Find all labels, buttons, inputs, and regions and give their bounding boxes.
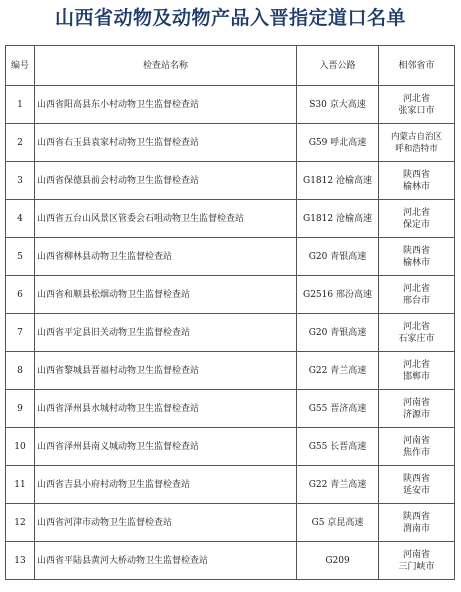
neighbor-region bbox=[379, 314, 455, 352]
checkpoint-name: 山西省吉县小府村动物卫生监督检查站 bbox=[35, 466, 297, 504]
neighbor-city: 邯郸市 bbox=[402, 371, 430, 382]
neighbor-province: 陕西省 bbox=[402, 245, 430, 256]
row-number: 4 bbox=[6, 200, 35, 238]
table-row bbox=[6, 86, 455, 124]
highway: G20 青银高速 bbox=[297, 314, 379, 352]
neighbor-province: 河北省 bbox=[402, 321, 430, 332]
neighbor-city: 焦作市 bbox=[402, 447, 430, 458]
neighbor-city: 张家口市 bbox=[398, 105, 435, 116]
neighbor-city: 榆林市 bbox=[402, 257, 430, 268]
row-number: 8 bbox=[6, 352, 35, 390]
neighbor-province: 河南省 bbox=[402, 549, 430, 560]
highway: G59 呼北高速 bbox=[297, 124, 379, 162]
neighbor-region bbox=[379, 542, 455, 580]
neighbor-region bbox=[379, 124, 455, 162]
neighbor-city: 三门峡市 bbox=[398, 561, 435, 572]
highway: G55 长晋高速 bbox=[297, 428, 379, 466]
neighbor-region bbox=[379, 504, 455, 542]
checkpoint-name: 山西省河津市动物卫生监督检查站 bbox=[35, 504, 297, 542]
neighbor-region bbox=[379, 276, 455, 314]
checkpoint-name: 山西省平定县旧关动物卫生监督检查站 bbox=[35, 314, 297, 352]
checkpoint-name: 山西省五台山风景区管委会石咀动物卫生监督检查站 bbox=[35, 200, 297, 238]
neighbor-province: 河南省 bbox=[402, 397, 430, 408]
neighbor-region bbox=[379, 162, 455, 200]
neighbor-city: 保定市 bbox=[402, 219, 430, 230]
highway: G1812 沧榆高速 bbox=[297, 162, 379, 200]
row-number: 12 bbox=[6, 504, 35, 542]
checkpoint-name: 山西省右玉县袁家村动物卫生监督检查站 bbox=[35, 124, 297, 162]
table-row bbox=[6, 542, 455, 580]
neighbor-province: 河南省 bbox=[402, 435, 430, 446]
neighbor-province: 陕西省 bbox=[402, 169, 430, 180]
row-number: 3 bbox=[6, 162, 35, 200]
neighbor-city: 延安市 bbox=[402, 485, 430, 496]
checkpoint-name: 山西省泽州县水城村动物卫生监督检查站 bbox=[35, 390, 297, 428]
highway: G20 青银高速 bbox=[297, 238, 379, 276]
neighbor-province: 河北省 bbox=[402, 359, 430, 370]
table-body bbox=[6, 86, 455, 580]
neighbor-city: 呼和浩特市 bbox=[395, 143, 438, 154]
neighbor-province: 河北省 bbox=[402, 207, 430, 218]
highway: G22 青兰高速 bbox=[297, 466, 379, 504]
page-title: 山西省动物及动物产品入晋指定道口名单 bbox=[54, 7, 406, 29]
header-row bbox=[6, 46, 455, 86]
row-number: 2 bbox=[6, 124, 35, 162]
highway: G2516 邢汾高速 bbox=[297, 276, 379, 314]
table-row bbox=[6, 504, 455, 542]
table-row bbox=[6, 124, 455, 162]
highway: G5 京昆高速 bbox=[297, 504, 379, 542]
table-row bbox=[6, 466, 455, 504]
neighbor-province: 陕西省 bbox=[402, 511, 430, 522]
table-row bbox=[6, 276, 455, 314]
table-row bbox=[6, 162, 455, 200]
row-number: 9 bbox=[6, 390, 35, 428]
checkpoint-name: 山西省黎城县晋福村动物卫生监督检查站 bbox=[35, 352, 297, 390]
checkpoint-table bbox=[5, 45, 455, 580]
neighbor-city: 济源市 bbox=[402, 409, 430, 420]
table-row bbox=[6, 428, 455, 466]
row-number: 13 bbox=[6, 542, 35, 580]
row-number: 1 bbox=[6, 86, 35, 124]
checkpoint-name: 山西省和顺县松烟动物卫生监督检查站 bbox=[35, 276, 297, 314]
neighbor-region bbox=[379, 200, 455, 238]
checkpoint-name: 山西省柳林县动物卫生监督检查站 bbox=[35, 238, 297, 276]
neighbor-city: 石家庄市 bbox=[398, 333, 435, 344]
table-row bbox=[6, 200, 455, 238]
row-number: 7 bbox=[6, 314, 35, 352]
row-number: 5 bbox=[6, 238, 35, 276]
neighbor-province: 内蒙古自治区 bbox=[390, 131, 442, 142]
neighbor-region bbox=[379, 238, 455, 276]
highway: G22 青兰高速 bbox=[297, 352, 379, 390]
row-number: 6 bbox=[6, 276, 35, 314]
table-row bbox=[6, 314, 455, 352]
highway: G209 bbox=[297, 542, 379, 580]
neighbor-city: 榆林市 bbox=[402, 181, 430, 192]
row-number: 11 bbox=[6, 466, 35, 504]
row-number: 10 bbox=[6, 428, 35, 466]
table-row bbox=[6, 352, 455, 390]
header-road: 入晋公路 bbox=[297, 46, 379, 86]
highway: S30 京大高速 bbox=[297, 86, 379, 124]
neighbor-province: 河北省 bbox=[402, 93, 430, 104]
header-name: 检查站名称 bbox=[35, 46, 297, 86]
neighbor-province: 河北省 bbox=[402, 283, 430, 294]
neighbor-region bbox=[379, 352, 455, 390]
header-city: 相邻省市 bbox=[379, 46, 455, 86]
table-row bbox=[6, 390, 455, 428]
neighbor-province: 陕西省 bbox=[402, 473, 430, 484]
header-num: 编号 bbox=[6, 46, 35, 86]
neighbor-city: 邢台市 bbox=[402, 295, 430, 306]
neighbor-city: 渭南市 bbox=[402, 523, 430, 534]
neighbor-region bbox=[379, 86, 455, 124]
checkpoint-name: 山西省阳高县东小村动物卫生监督检查站 bbox=[35, 86, 297, 124]
neighbor-region bbox=[379, 466, 455, 504]
checkpoint-name: 山西省平陆县黄河大桥动物卫生监督检查站 bbox=[35, 542, 297, 580]
highway: G1812 沧榆高速 bbox=[297, 200, 379, 238]
highway: G55 晋济高速 bbox=[297, 390, 379, 428]
neighbor-region bbox=[379, 390, 455, 428]
checkpoint-name: 山西省保德县前会村动物卫生监督检查站 bbox=[35, 162, 297, 200]
checkpoint-name: 山西省泽州县南义城动物卫生监督检查站 bbox=[35, 428, 297, 466]
neighbor-region bbox=[379, 428, 455, 466]
table-row bbox=[6, 238, 455, 276]
